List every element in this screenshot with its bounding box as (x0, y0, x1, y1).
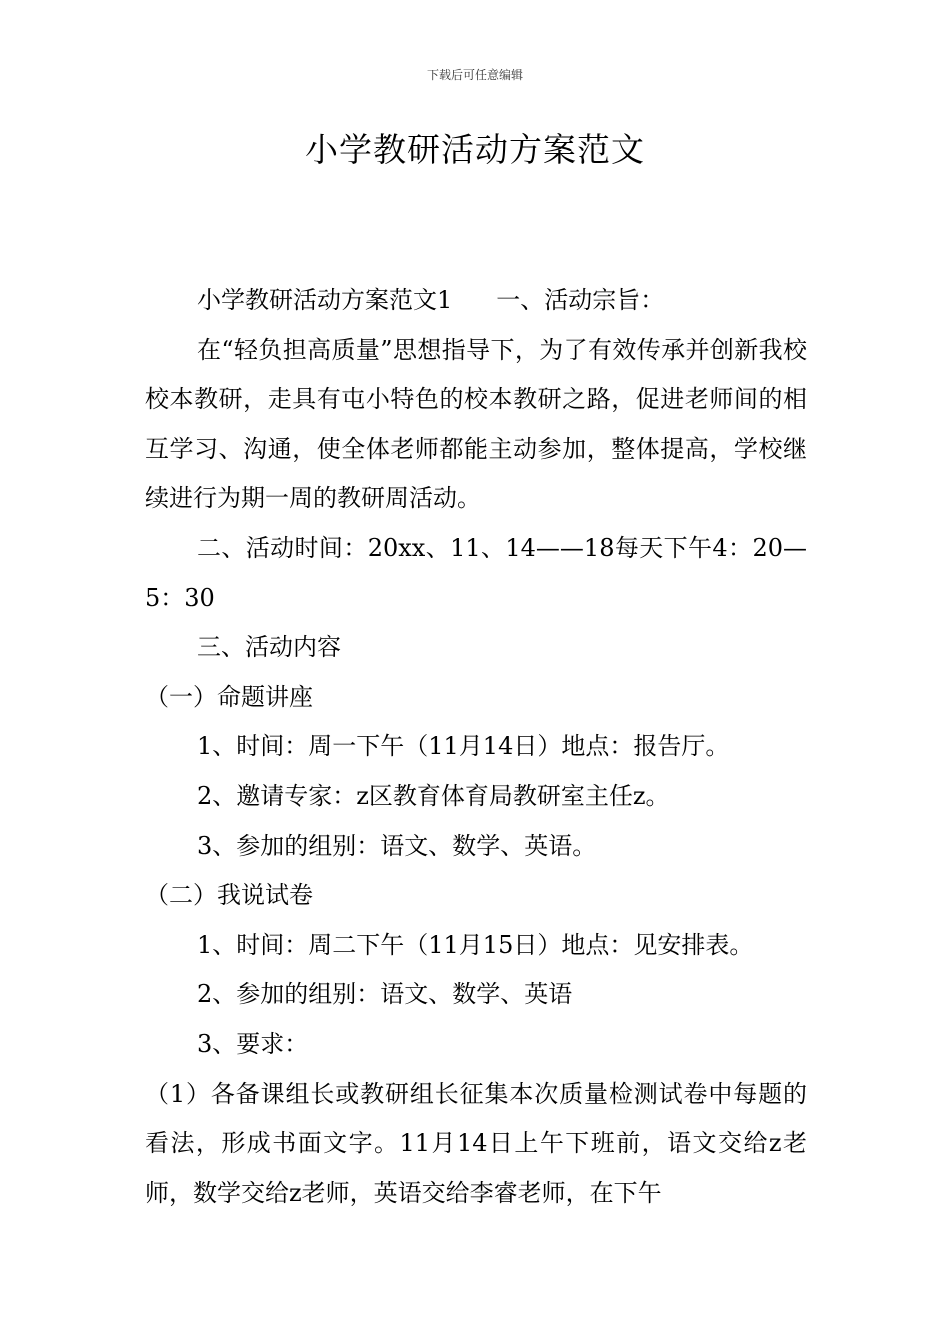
list-item: 2、邀请专家：z区教育体育局教研室主任z。 (197, 781, 670, 810)
paragraph-purpose: 在“轻负担高质量”思想指导下，为了有效传承并创新我校校本教研，走具有屯小特色的校本教研之路，促进老师间的相互学习、沟通，使全体老师都能主动参加，整体提高，学校继续进行为期一周的教研周活动。 (145, 335, 807, 513)
list-item: 1、时间：周二下午（11月15日）地点：见安排表。 (197, 930, 754, 959)
list-item: 3、参加的组别：语文、数学、英语。 (197, 831, 597, 860)
subsection-heading-paper: （二）我说试卷 (145, 881, 313, 910)
list-item: 1、时间：周一下午（11月14日）地点：报告厅。 (197, 732, 730, 761)
section-heading-content: 三、活动内容 (197, 633, 341, 662)
document-body (145, 276, 807, 1218)
paragraph-requirement: （1）各备课组长或教研组长征集本次质量检测试卷中每题的看法，形成书面文字。11月14日上午下班前，语文交给z老师，数学交给z老师，英语交给李睿老师，在下午 (145, 1079, 807, 1207)
paragraph-time: 二、活动时间：20xx、11、14——18每天下午4：20—5：30 (145, 533, 807, 612)
header-note: 下载后可任意编辑 (426, 68, 523, 82)
list-item: 3、要求： (197, 1029, 309, 1058)
subsection-heading-lecture: （一）命题讲座 (145, 682, 313, 711)
paragraph-intro (145, 276, 807, 326)
section-heading-purpose: 一、活动宗旨： (496, 286, 665, 314)
document-title: 小学教研活动方案范文 (305, 130, 645, 169)
section-heading-doc: 小学教研活动方案范文1 (197, 286, 453, 314)
list-item: 2、参加的组别：语文、数学、英语 (197, 980, 573, 1009)
